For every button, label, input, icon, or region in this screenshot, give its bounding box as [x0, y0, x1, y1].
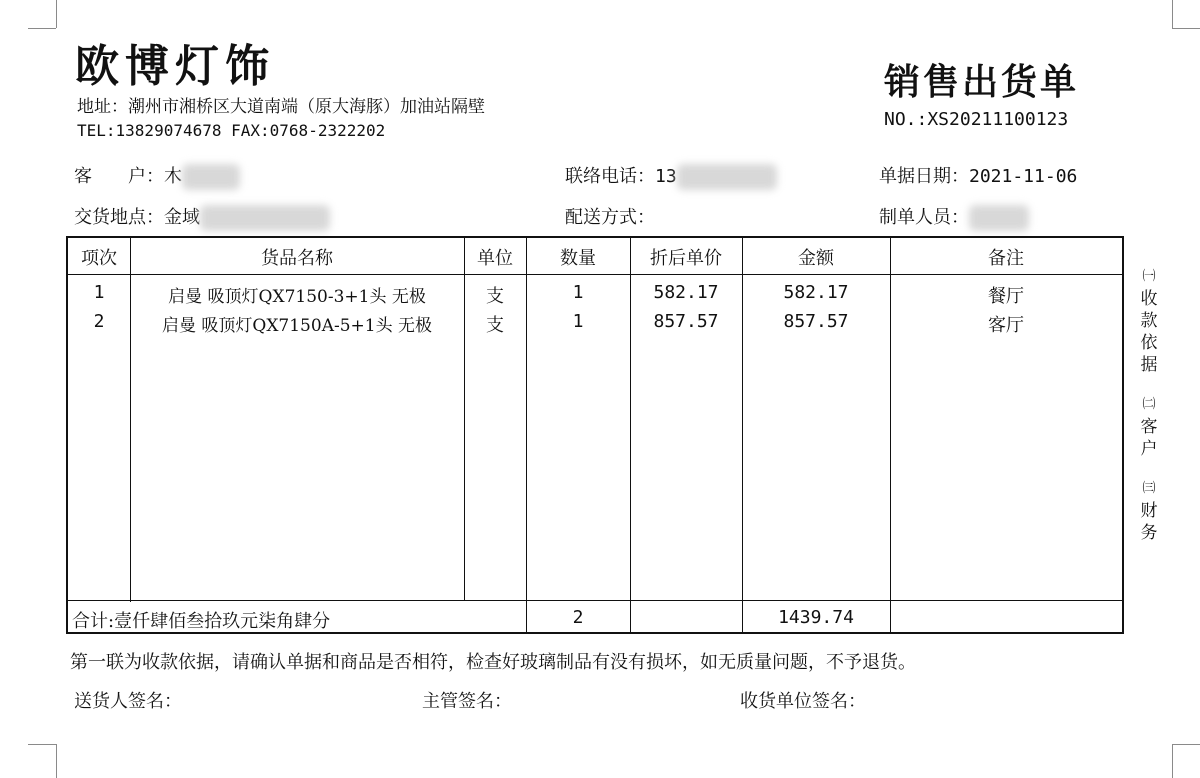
total-amount: 1439.74: [778, 607, 854, 628]
copy-labels: [1138, 266, 1160, 562]
deliverer-signature: 送货人签名：: [74, 691, 182, 712]
copy-label-2-text: 客 户: [1140, 417, 1158, 459]
header-qty: 数量: [560, 248, 596, 269]
phone-value: 13: [655, 166, 677, 187]
customer-field: [74, 162, 240, 190]
copy-label-3-text: 财 务: [1140, 501, 1158, 543]
shipping-label: 配送方式：: [565, 207, 655, 228]
redaction-blur: [200, 205, 330, 231]
row-2-index: 2: [93, 311, 105, 332]
row-1-qty: 1: [572, 282, 584, 303]
maker-label: 制单人员：: [879, 207, 969, 228]
company-name: 欧博灯饰: [75, 41, 275, 92]
phone-label: 联络电话：: [565, 166, 655, 187]
maker-field: [879, 203, 1029, 231]
row-2-qty: 1: [572, 311, 584, 332]
items-table: [66, 236, 1124, 634]
delivery-label: 交货地点：: [74, 207, 164, 228]
redaction-blur: [969, 205, 1029, 231]
col-divider: [130, 238, 131, 632]
total-divider: [68, 600, 1122, 601]
redaction-blur: [182, 164, 240, 190]
customer-value: 木: [164, 166, 182, 187]
header-price: 折后单价: [650, 248, 722, 269]
copy-label-2-num: ㈡: [1142, 397, 1156, 412]
row-2-name: 启曼 吸顶灯QX7150A-5+1头 无极: [161, 316, 432, 336]
header-unit: 单位: [477, 248, 513, 269]
company-tel-fax: TEL:13829074678 FAX:0768-2322202: [77, 121, 386, 140]
crop-mark-bottom-right: [1172, 744, 1200, 745]
row-1-index: 1: [93, 282, 105, 303]
date-label: 单据日期：: [879, 166, 969, 187]
row-1-note: 餐厅: [988, 286, 1024, 307]
total-label: 合计:壹仟肆佰叁拾玖元柒角肆分: [72, 611, 331, 632]
crop-mark-top-right-v: [1172, 0, 1173, 28]
header-note: 备注: [988, 248, 1024, 269]
date-field: [879, 162, 1077, 188]
phone-field: [565, 162, 777, 190]
copy-label-1-num: ㈠: [1142, 269, 1156, 284]
row-1-price: 582.17: [653, 282, 719, 303]
header-index: 项次: [81, 248, 117, 269]
crop-mark-bottom-left-v: [56, 744, 57, 778]
company-address: 地址：潮州市湘桥区大道南端（原大海豚）加油站隔壁: [77, 97, 485, 117]
customer-label: 客 户：: [74, 166, 164, 187]
redaction-blur: [677, 164, 777, 190]
row-2-note: 客厅: [988, 315, 1024, 336]
row-2-price: 857.57: [653, 311, 719, 332]
row-2-unit: 支: [486, 315, 504, 336]
crop-mark-top-left-v: [56, 0, 57, 28]
footer-note: 第一联为收款依据，请确认单据和商品是否相符，检查好玻璃制品有没有损坏，如无质量问题，不予退货。: [70, 652, 916, 673]
delivery-field: [74, 203, 330, 231]
row-2-amount: 857.57: [783, 311, 849, 332]
copy-label-3: [1138, 478, 1160, 544]
copy-label-2: [1138, 394, 1160, 460]
copy-label-1: [1138, 266, 1160, 376]
total-qty: 2: [572, 607, 584, 628]
crop-mark-top-right: [1172, 28, 1200, 29]
date-value: 2021-11-06: [969, 166, 1078, 187]
crop-mark-bottom-left: [28, 744, 56, 745]
document-number: NO.:XS20211100123: [884, 109, 1069, 130]
crop-mark-top-left: [28, 28, 56, 29]
crop-mark-bottom-right-v: [1172, 744, 1173, 778]
row-1-unit: 支: [486, 286, 504, 307]
supervisor-signature: 主管签名：: [422, 691, 512, 712]
header-divider: [68, 274, 1122, 275]
row-1-name: 启曼 吸顶灯QX7150-3+1头 无极: [168, 287, 426, 307]
shipping-field: [565, 203, 655, 229]
copy-label-1-text: 收 款 依 据: [1140, 289, 1158, 375]
delivery-value: 金域: [164, 207, 200, 228]
header-amount: 金额: [798, 248, 834, 269]
header-name: 货品名称: [261, 248, 333, 269]
copy-label-3-num: ㈢: [1142, 481, 1156, 496]
document-title: 销售出货单: [884, 62, 1080, 103]
row-1-amount: 582.17: [783, 282, 849, 303]
receiver-signature: 收货单位签名：: [740, 691, 866, 712]
